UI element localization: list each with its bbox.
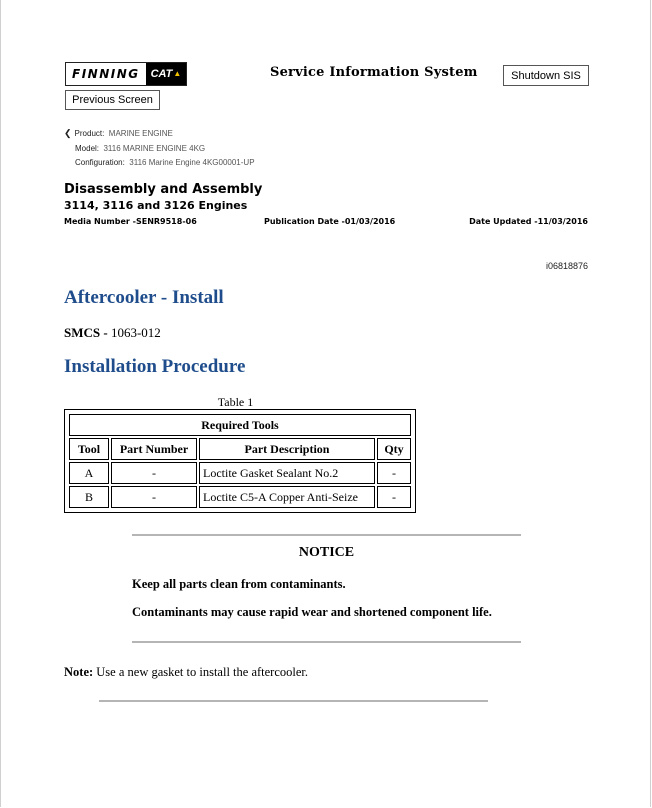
- configuration-value: 3116 Marine Engine 4KG00001-UP: [129, 158, 255, 167]
- chevron-left-icon[interactable]: ❮: [64, 128, 72, 138]
- table-title: Required Tools: [69, 414, 411, 436]
- cell-tool: B: [69, 486, 109, 508]
- system-title: Service Information System: [270, 65, 478, 80]
- product-value: MARINE ENGINE: [108, 129, 173, 138]
- configuration-label: Configuration:: [75, 158, 125, 167]
- breadcrumb-configuration: [64, 156, 255, 171]
- cell-qty: -: [377, 486, 411, 508]
- smcs-label: SMCS -: [64, 325, 108, 340]
- model-value: 3116 MARINE ENGINE 4KG: [103, 143, 206, 153]
- notice-bottom-divider: [132, 641, 521, 643]
- cell-part-description: Loctite Gasket Sealant No.2: [199, 462, 375, 484]
- media-number: Media Number -SENR9518-06: [64, 217, 197, 226]
- column-header-tool: Tool: [69, 438, 109, 460]
- cell-part-description: Loctite C5-A Copper Anti-Seize: [199, 486, 375, 508]
- cat-triangle-icon: ▲: [173, 69, 182, 78]
- publication-date: Publication Date -01/03/2016: [264, 217, 396, 226]
- document-title: Disassembly and Assembly: [64, 182, 263, 197]
- note-label: Note:: [64, 665, 94, 679]
- notice-line-1: Keep all parts clean from contaminants.: [132, 577, 346, 591]
- cell-qty: -: [377, 462, 411, 484]
- notice-top-divider: [132, 534, 521, 536]
- product-label: Product:: [74, 129, 105, 138]
- required-tools-table: [64, 409, 416, 513]
- notice-title: NOTICE: [298, 545, 355, 560]
- table-row: [69, 486, 411, 508]
- finning-cat-logo: [65, 62, 187, 86]
- finning-logo-text: FINNING: [72, 67, 140, 81]
- model-label: Model:: [75, 143, 100, 153]
- column-header-part-description: Part Description: [199, 438, 375, 460]
- cat-logo-text: CAT: [150, 68, 173, 80]
- breadcrumb-model: [64, 142, 255, 157]
- note-text: Use a new gasket to install the aftercooler.: [93, 665, 309, 679]
- table-header-row: [69, 438, 411, 460]
- bottom-divider: [99, 700, 488, 702]
- column-header-part-number: Part Number: [111, 438, 197, 460]
- cell-part-number: -: [111, 462, 197, 484]
- smcs-code: [64, 325, 161, 341]
- notice-line-2: Contaminants may cause rapid wear and shortened component life.: [132, 605, 492, 619]
- table-row: [69, 462, 411, 484]
- date-updated: Date Updated -11/03/2016: [469, 217, 588, 226]
- shutdown-sis-button[interactable]: Shutdown SIS: [503, 65, 589, 86]
- cat-logo: [146, 63, 187, 85]
- table-title-row: [69, 414, 411, 436]
- document-subtitle: 3114, 3116 and 3126 Engines: [64, 199, 248, 212]
- section-heading: Installation Procedure: [64, 356, 246, 377]
- smcs-value: 1063-012: [107, 325, 161, 340]
- page-title: Aftercooler - Install: [64, 287, 224, 308]
- note: [64, 665, 308, 680]
- cell-tool: A: [69, 462, 109, 484]
- cell-part-number: -: [111, 486, 197, 508]
- document-id: i06818876: [545, 261, 588, 271]
- column-header-qty: Qty: [377, 438, 411, 460]
- breadcrumb-product[interactable]: [64, 126, 255, 142]
- breadcrumb: [64, 126, 255, 171]
- previous-screen-button[interactable]: Previous Screen: [65, 90, 160, 110]
- table-caption: Table 1: [217, 395, 254, 409]
